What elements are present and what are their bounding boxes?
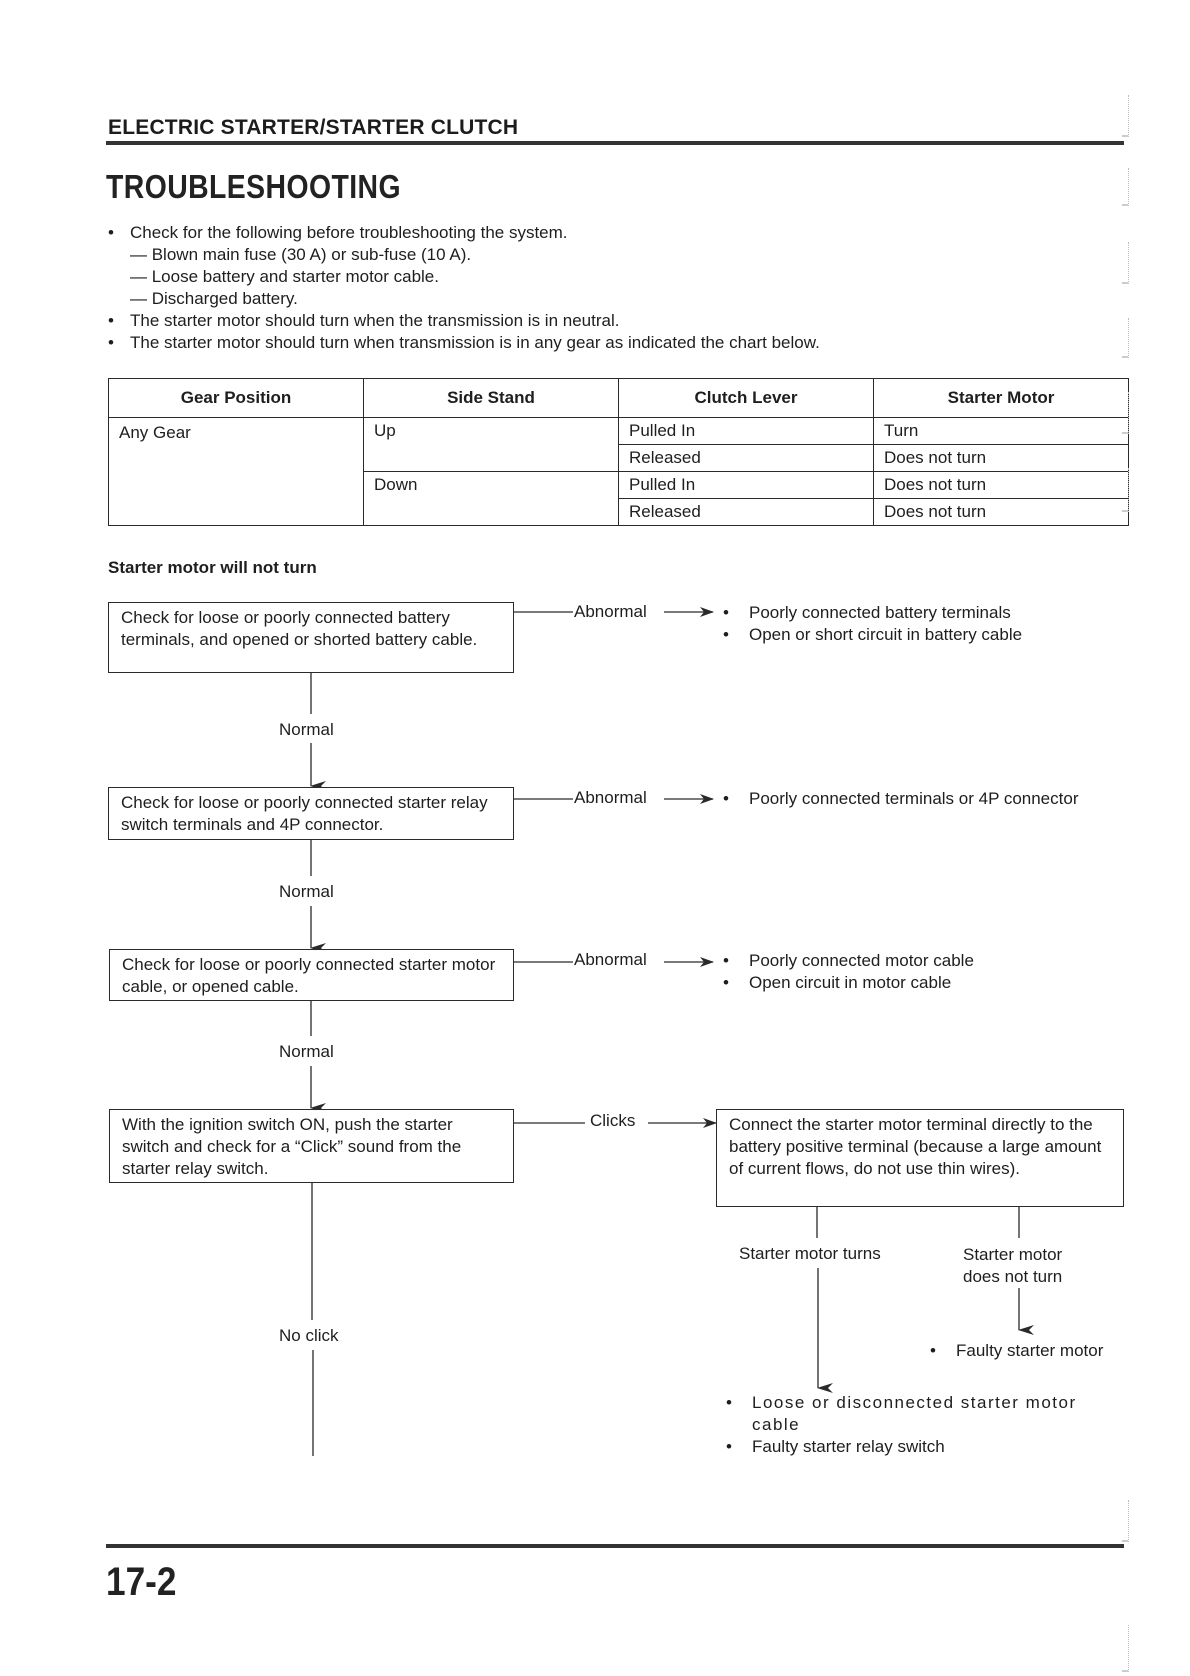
- result-item: • Open circuit in motor cable: [723, 973, 952, 992]
- flow-step-motor-cable-check: Check for loose or poorly connected starter motor cable, or opened cable.: [109, 949, 514, 1001]
- binding-tab-mark: [1122, 168, 1129, 206]
- result-list: [723, 950, 974, 994]
- intro-item: • Check for the following before troubleshooting the system.: [108, 223, 568, 242]
- branch-label-normal: Normal: [279, 720, 334, 739]
- cell-clutch-lever: Released: [619, 445, 874, 472]
- result-list: [723, 602, 1022, 646]
- cell-clutch-lever: Released: [619, 499, 874, 526]
- intro-subitem: — Loose battery and starter motor cable.: [130, 267, 439, 286]
- cell-gear-position: Any Gear: [109, 418, 364, 526]
- binding-tab-mark: [1122, 468, 1129, 512]
- result-item: • Poorly connected motor cable: [723, 951, 974, 970]
- branch-label-motor-turns: Starter motor turns: [739, 1244, 881, 1263]
- bullet-icon: •: [108, 333, 114, 352]
- cell-starter-motor: Turn: [874, 418, 1129, 445]
- cell-side-stand: Up: [364, 418, 619, 472]
- branch-label-clicks: Clicks: [590, 1111, 636, 1130]
- bullet-icon: •: [108, 311, 114, 330]
- footer-rule: [106, 1544, 1124, 1548]
- result-list: [726, 1392, 1122, 1458]
- branch-label-normal: Normal: [279, 882, 334, 901]
- result-list: [930, 1340, 1103, 1362]
- intro-subitem: — Discharged battery.: [130, 289, 298, 308]
- branch-label-normal: Normal: [279, 1042, 334, 1061]
- flow-step-click-check: With the ignition switch ON, push the starter switch and check for a “Click” sound from the starter relay switch.: [109, 1109, 514, 1183]
- branch-label-abnormal: Abnormal: [574, 950, 647, 969]
- result-item: • Loose or disconnected starter motor cable: [726, 1393, 1077, 1434]
- binding-tab-mark: [1122, 1625, 1129, 1672]
- branch-label-abnormal: Abnormal: [574, 788, 647, 807]
- binding-tab-mark: [1122, 318, 1129, 358]
- cell-starter-motor: Does not turn: [874, 499, 1129, 526]
- header-clutch-lever: Clutch Lever: [619, 379, 874, 418]
- result-item: • Faulty starter motor: [930, 1341, 1104, 1360]
- header-side-stand: Side Stand: [364, 379, 619, 418]
- branch-label-motor-not-turn: Starter motor does not turn: [963, 1245, 1063, 1286]
- branch-label-no-click: No click: [279, 1326, 339, 1345]
- bullet-icon: •: [108, 223, 114, 242]
- flowchart-title: Starter motor will not turn: [108, 558, 317, 577]
- cell-side-stand: Down: [364, 472, 619, 526]
- intro-item: • The starter motor should turn when the transmission is in neutral.: [108, 311, 620, 330]
- cell-starter-motor: Does not turn: [874, 472, 1129, 499]
- cell-starter-motor: Does not turn: [874, 445, 1129, 472]
- result-item: • Poorly connected battery terminals: [723, 603, 1011, 622]
- flow-step-battery-check: Check for loose or poorly connected battery terminals, and opened or shorted battery cable.: [108, 602, 514, 673]
- binding-tab-mark: [1122, 1500, 1129, 1542]
- result-item: • Open or short circuit in battery cable: [723, 625, 1023, 644]
- header-starter-motor: Starter Motor: [874, 379, 1129, 418]
- intro-item: • The starter motor should turn when transmission is in any gear as indicated the chart below.: [108, 333, 820, 352]
- result-item: • Poorly connected terminals or 4P connector: [723, 789, 1079, 808]
- intro-subitem: — Blown main fuse (30 A) or sub-fuse (10 A).: [130, 245, 472, 264]
- section-header: ELECTRIC STARTER/STARTER CLUTCH: [108, 116, 519, 139]
- cell-clutch-lever: Pulled In: [619, 418, 874, 445]
- result-list: [723, 788, 1078, 810]
- binding-tab-mark: [1122, 242, 1129, 284]
- binding-tab-mark: [1122, 95, 1129, 137]
- page-number: 17-2: [106, 1560, 177, 1604]
- branch-label-abnormal: Abnormal: [574, 602, 647, 621]
- cell-clutch-lever: Pulled In: [619, 472, 874, 499]
- header-gear-position: Gear Position: [109, 379, 364, 418]
- binding-tab-mark: [1122, 392, 1129, 434]
- page-title: TROUBLESHOOTING: [106, 168, 401, 205]
- result-item: • Faulty starter relay switch: [726, 1437, 945, 1456]
- flow-step-direct-connect: Connect the starter motor terminal directly to the battery positive terminal (because a large amount of current flows, do not use thin wires).: [716, 1109, 1124, 1207]
- flow-step-relay-check: Check for loose or poorly connected starter relay switch terminals and 4P connector.: [108, 787, 514, 840]
